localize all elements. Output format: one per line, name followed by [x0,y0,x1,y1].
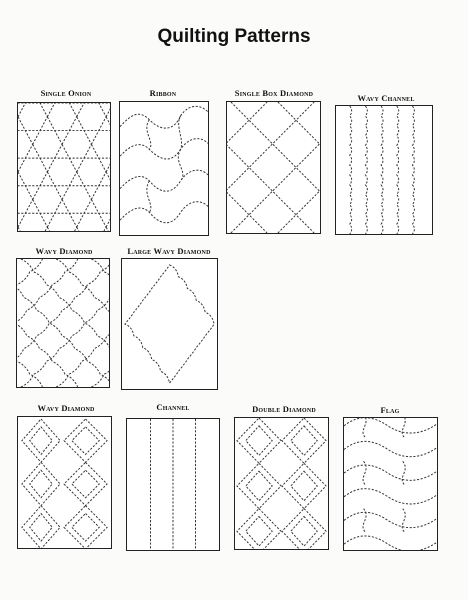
pattern-flag [343,417,438,551]
pattern-label-wavy-diamond-1: Wavy Diamond [35,246,93,256]
pattern-channel [126,418,220,551]
wavy-diamond-chain-pattern-drawing [18,417,111,548]
flag-pattern-drawing [344,418,437,550]
pattern-wavy-diamond-2 [17,416,112,549]
pattern-label-single-onion: Single Onion [40,88,92,98]
pattern-ribbon [119,101,209,236]
double-diamond-pattern-drawing [235,418,328,549]
pattern-double-diamond [234,417,329,550]
pattern-wavy-diamond-1 [16,258,110,388]
pattern-label-ribbon: Ribbon [149,88,177,98]
channel-pattern-drawing [127,419,219,550]
wavy-diamond-pattern-drawing [17,259,109,387]
pattern-label-double-diamond: Double Diamond [252,404,316,414]
pattern-label-flag: Flag [380,405,400,415]
pattern-label-single-box-diamond: Single Box Diamond [234,88,314,98]
pattern-label-wavy-diamond-2: Wavy Diamond [37,403,95,413]
pattern-large-wavy-diamond [121,258,218,390]
single-onion-pattern-drawing [18,103,110,231]
ribbon-pattern-drawing [120,102,208,235]
wavy-channel-pattern-drawing [336,106,432,234]
pattern-label-large-wavy-diamond: Large Wavy Diamond [127,246,211,256]
pattern-wavy-channel [335,105,433,235]
large-wavy-diamond-pattern-drawing [122,259,217,389]
single-box-diamond-pattern-drawing [227,102,320,233]
pattern-label-wavy-channel: Wavy Channel [357,93,415,103]
pattern-single-onion [17,102,111,232]
page-title: Quilting Patterns [157,26,311,47]
pattern-single-box-diamond [226,101,321,234]
pattern-label-channel: Channel [156,402,190,412]
